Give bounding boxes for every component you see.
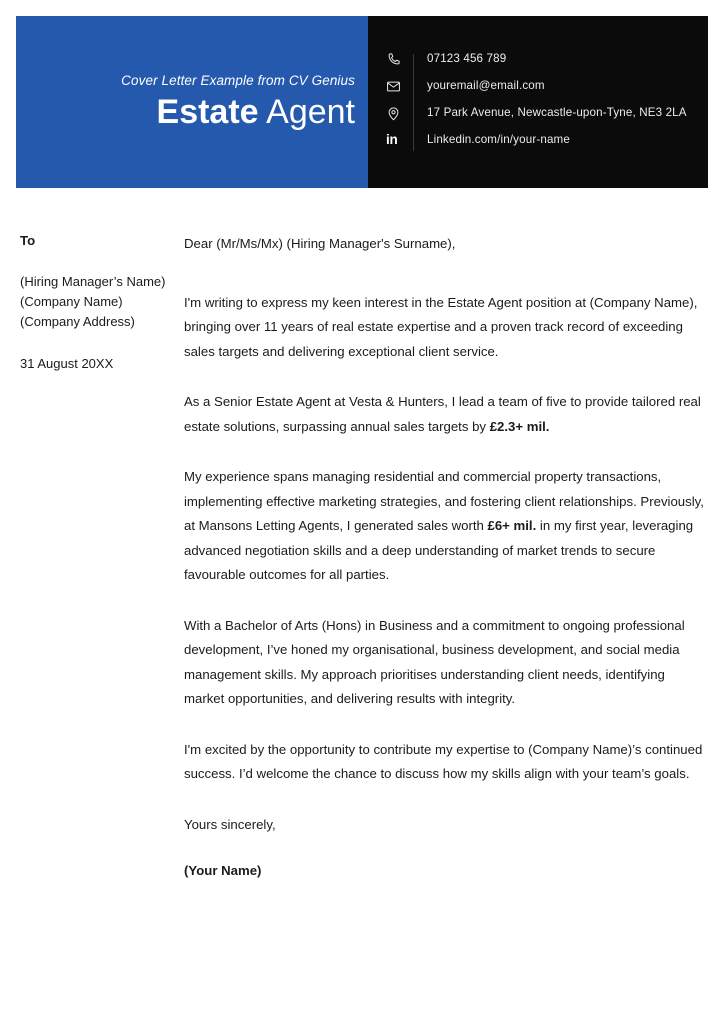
page-title-bold: Estate bbox=[156, 92, 259, 131]
recipient-column bbox=[0, 232, 184, 374]
body-paragraph: My experience spans managing residential and commercial property transactions, implementing effective marketing strategies, and fostering client relationships. Previously, at Mansons Letting Agents, I generated sales worth £6+ mil. in my first year, leveraging advanced negotiation skills and a deep understanding of market trends to secure favourable outcomes for all parties. bbox=[184, 469, 704, 582]
recipient-line: (Hiring Manager’s Name) bbox=[20, 274, 166, 289]
letter-body bbox=[0, 232, 724, 884]
recipient-line: (Company Name) bbox=[20, 294, 123, 309]
page-title-rest: Agent bbox=[258, 92, 355, 131]
contact-email bbox=[386, 78, 708, 100]
letter-content-column bbox=[184, 232, 724, 884]
contact-email-value: youremail@email.com bbox=[427, 78, 545, 92]
header-kicker: Cover Letter Example from CV Genius bbox=[121, 72, 355, 88]
recipient-block bbox=[20, 272, 184, 332]
linkedin-glyph: in bbox=[386, 131, 398, 147]
body-paragraph: With a Bachelor of Arts (Hons) in Business and a commitment to ongoing professional development, I’ve honed my organisational, business development, and social media management skills. My approach prioritises understanding client needs, identifying market opportunities, and delivering results with integrity. bbox=[184, 617, 685, 706]
salutation: Dear (Mr/Ms/Mx) (Hiring Manager's Surname), bbox=[184, 236, 456, 251]
contact-divider bbox=[413, 54, 414, 151]
recipient-line: (Company Address) bbox=[20, 314, 135, 329]
envelope-icon bbox=[386, 78, 413, 94]
contact-address-value: 17 Park Avenue, Newcastle-upon-Tyne, NE3 2LA bbox=[427, 105, 687, 119]
contact-linkedin bbox=[386, 132, 708, 154]
contact-address bbox=[386, 105, 708, 127]
closing-line: Yours sincerely, bbox=[184, 816, 276, 832]
body-paragraph: I'm excited by the opportunity to contribute my expertise to (Company Name)’s continued success. I’d welcome the chance to discuss how my skills align with your team’s goals. bbox=[184, 741, 703, 781]
header-title-block bbox=[16, 16, 368, 188]
letter-date: 31 August 20XX bbox=[20, 356, 114, 371]
letter-columns bbox=[0, 232, 724, 884]
linkedin-icon bbox=[386, 132, 413, 147]
to-label: To bbox=[20, 233, 36, 248]
contact-linkedin-value: Linkedin.com/in/your-name bbox=[427, 132, 570, 146]
location-pin-icon bbox=[386, 105, 413, 121]
body-paragraph: I'm writing to express my keen interest in the Estate Agent position at (Company Name), bringing over 11 years of real estate expertise and a proven track record of exceeding sales targets and delivering exceptional client service. bbox=[184, 294, 698, 359]
contact-list bbox=[386, 46, 708, 159]
contact-phone bbox=[386, 51, 708, 73]
page-title bbox=[157, 91, 355, 133]
document-header bbox=[16, 16, 708, 188]
contact-panel bbox=[368, 16, 708, 188]
contact-phone-value: 07123 456 789 bbox=[427, 51, 507, 65]
signature-name: (Your Name) bbox=[184, 863, 262, 878]
phone-icon bbox=[386, 51, 413, 67]
body-paragraph: As a Senior Estate Agent at Vesta & Hunters, I lead a team of five to provide tailored real estate solutions, surpassing annual sales targets by £2.3+ mil. bbox=[184, 394, 701, 434]
